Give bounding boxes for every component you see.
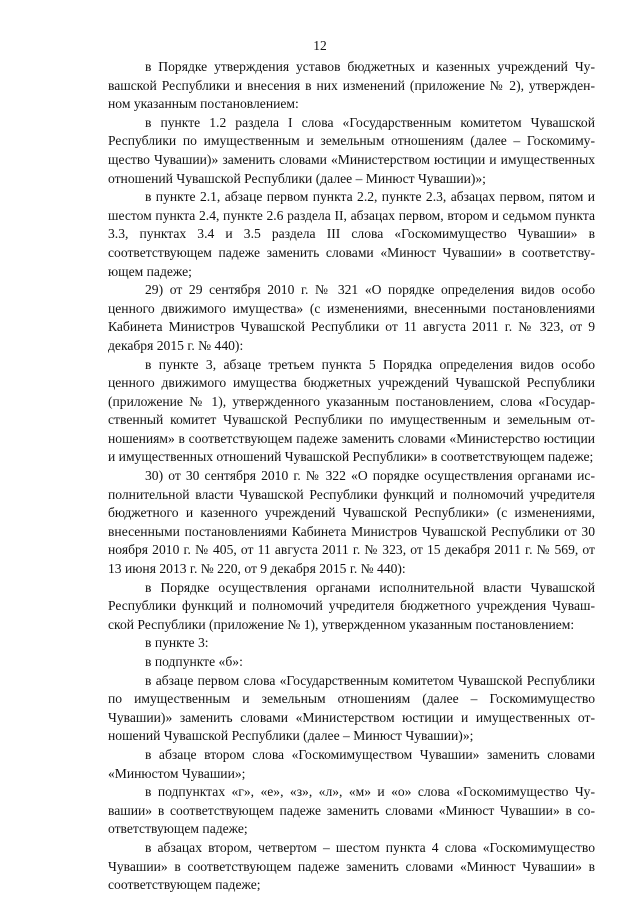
paragraph-7: в Порядке осуществления органами исполнительной власти Чувашской Республики функций и полномочий учредителя бюджетного учреждения Чувашской Республики (приложение № 1), утвержденном указанным постановлением: — [108, 579, 595, 632]
paragraph-1: в Порядке утверждения уставов бюджетных и казенных учреждений Чувашской Республики и внесения в них изменений (приложение № 2), утвержденном указанным постановлением: — [108, 59, 595, 112]
paragraph-2: в пункте 1.2 раздела I слова «Государственным комитетом Чувашской Республики по имущественным и земельным отношениям (далее – Госкомимущество Чувашии)» заменить словами «Министерством юстиции и имущественных отношений Чувашской Республики (далее – Минюст Чувашии)»; — [108, 114, 595, 186]
paragraph-5: в пункте 3, абзаце третьем пункта 5 Порядка определения видов особо ценного движимого имущества бюджетных учреждений Чувашской Республики (приложение № 1), утвержденного указанным постановлением, слова «Государственный комитет Чувашской Республики по имущественным и земельным отношениям» в соответствующем падеже заменить словами «Министерство юстиции и имущественных отношений Чувашской Республики» в соответствующем падеже; — [108, 356, 595, 465]
paragraph-11: в абзаце втором слова «Госкомимуществом Чувашии» заменить словами «Минюстом Чувашии»; — [108, 746, 595, 781]
page-number: 12 — [313, 38, 327, 53]
paragraph-9: в подпункте «б»: — [145, 654, 243, 669]
paragraph-4: 29) от 29 сентября 2010 г. № 321 «О порядке определения видов особо ценного движимого имущества» (с изменениями, внесенными постановлениями Кабинета Министров Чувашской Республики от 11 августа 2011 г. № 323, от 9 декабря 2015 г. № 440): — [108, 282, 595, 353]
paragraph-3: в пункте 2.1, абзаце первом пункта 2.2, пункте 2.3, абзацах первом, пятом и шестом пункта 2.4, пункте 2.6 раздела II, абзацах первом, втором и седьмом пункта 3.3, пунктах 3.4 и 3.5 раздела III слова «Госкомимущество Чувашии» в соответствующем падеже заменить словами «Минюст Чувашии» в соответствующем падеже; — [108, 189, 595, 279]
paragraph-8: в пункте 3: — [145, 635, 209, 651]
paragraph-10: в абзаце первом слова «Государственным комитетом Чувашской Республики по имущественным и земельным отношениям (далее – Госкомимущество Чувашии)» заменить словами «Министерством юстиции и имущественных отношений Чувашской Республики (далее – Минюст Чувашии)»; — [108, 672, 595, 744]
document-body — [108, 58, 595, 895]
paragraph-12: в подпунктах «г», «е», «з», «л», «м» и «о» слова «Госкомимущество Чувашии» в соответствующем падеже заменить словами «Минюст Чувашии» в соответствующем падеже; — [108, 784, 595, 837]
paragraph-13: в абзацах втором, четвертом – шестом пункта 4 слова «Госкомимущество Чувашии» в соответствующем падеже заменить словами «Минюст Чувашии» в соответствующем падеже; — [108, 839, 595, 893]
paragraph-6: 30) от 30 сентября 2010 г. № 322 «О порядке осуществления органами исполнительной власти Чувашской Республики функций и полномочий учредителя бюджетного и казенного учреждений Чувашской Республики» (с изменениями, внесенными постановлениями Кабинета Министров Чувашской Республики от 30 ноября 2010 г. № 405, от 11 августа 2011 г. № 323, от 15 декабря 2011 г. № 569, от 13 июня 2013 г. № 220, от 9 декабря 2015 г. № 440): — [108, 468, 595, 577]
